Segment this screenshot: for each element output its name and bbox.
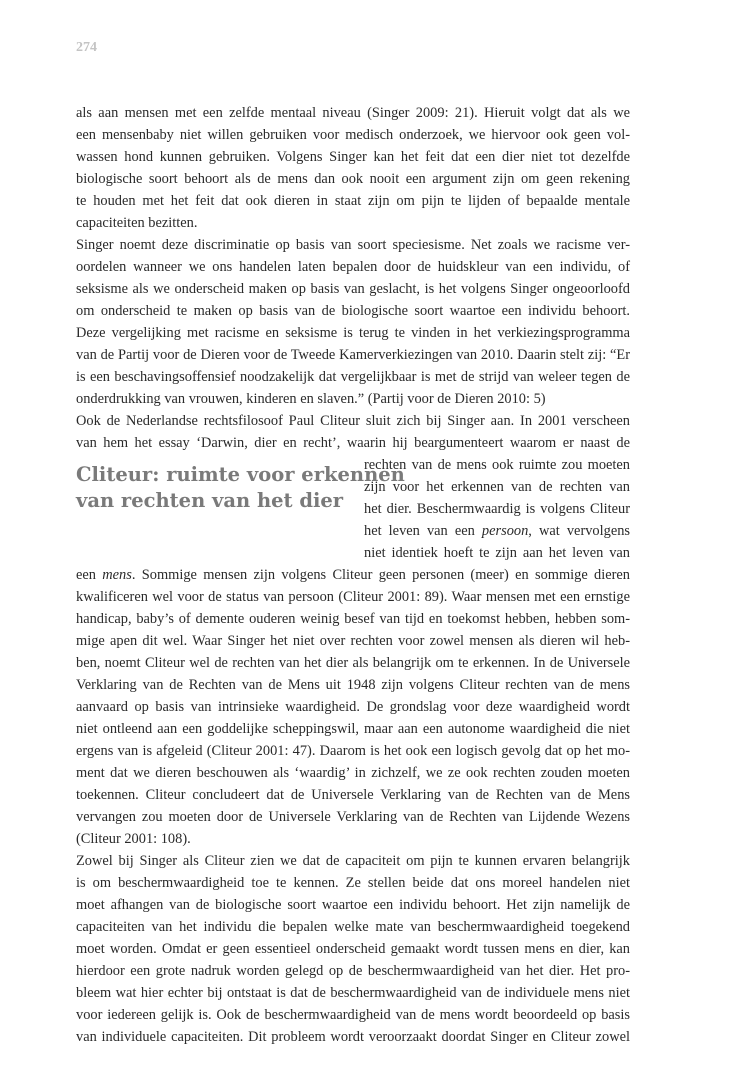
text-line: toekennen. Cliteur concludeert dat de Universele Verklaring van de Rechten van de Mens (76, 787, 630, 803)
text-line: als aan mensen met een zelfde mentaal niveau (Singer 2009: 21). Hieruit volgt dat als we (76, 105, 630, 121)
text-run: . Sommige mensen zijn volgens Cliteur geen personen (meer) en sommige dieren (131, 567, 630, 583)
text-line: van individuele capaciteiten. Dit probleem wordt veroorzaakt doordat Singer en Cliteur zowel (76, 1029, 630, 1045)
section-heading-line: van rechten van het dier (76, 489, 344, 512)
text-line: capaciteiten van het individu die bepalen welke mate van beschermwaardigheid toegekend (76, 919, 630, 935)
text-run: het leven van een (364, 523, 482, 539)
text-line: seksisme als we onderscheid maken op basis van geslacht, is het volgens Singer ongeoorloofd (76, 281, 630, 297)
text-line: biologische soort behoort als de mens dan ook nooit een argument zijn om geen rekening (76, 171, 630, 187)
emphasis-mens: mens (102, 567, 132, 583)
text-line: ben, noemt Cliteur wel de rechten van het dier als belangrijk om te erkennen. In de Universele (76, 655, 630, 671)
text-line: van de Partij voor de Dieren voor de Tweede Kamerverkiezingen van 2010. Daarin stelt zij: “Er (76, 347, 630, 363)
text-line: hierdoor een grote nadruk worden gelegd op de beschermwaardigheid van het dier. Het pro- (76, 963, 630, 979)
text-line: rechten van de mens ook ruimte zou moeten (364, 457, 630, 473)
text-line: het dier. Beschermwaardig is volgens Cliteur (364, 501, 630, 517)
text-run: , wat vervolgens (528, 523, 630, 539)
text-line: moet worden. Omdat er geen essentieel onderscheid gemaakt wordt tussen mens en dier, kan (76, 941, 630, 957)
page-number: 274 (76, 40, 97, 55)
text-line: bleem wat hier echter bij ontstaat is dat de beschermwaardigheid van de individuele mens niet (76, 985, 630, 1001)
section-heading (76, 462, 405, 514)
text-line: zijn voor het erkennen van de rechten van (364, 479, 630, 495)
text-line (76, 566, 630, 585)
text-line: een mensenbaby niet willen gebruiken voor medisch onderzoek, we hiervoor ook geen vol- (76, 127, 630, 143)
text-line: vervangen zou moeten door de Universele Verklaring van de Rechten van Lijdende Wezens (76, 809, 630, 825)
text-line: Zowel bij Singer als Cliteur zien we dat de capaciteit om pijn te kunnen ervaren belangrijk (76, 853, 630, 869)
text-line: handicap, baby’s of demente ouderen weinig besef van tijd en toekomst hebben, hebben som- (76, 611, 630, 627)
text-line: Deze vergelijking met racisme en seksisme is terug te vinden in het verkiezingsprogramma (76, 325, 630, 341)
text-line: voor iedereen gelijk is. Ook de beschermwaardigheid van de mens wordt beoordeeld op basis (76, 1007, 630, 1023)
text-line: van hem het essay ‘Darwin, dier en recht’, waarin hij beargumenteert waarom er naast de (76, 435, 630, 451)
text-line: mige apen dit wel. Waar Singer het niet over rechten voor zowel mensen als dieren wil heb- (76, 633, 630, 649)
text-line: is om beschermwaardigheid toe te kennen. Ze stellen beide dat ons moreel handelen niet (76, 875, 630, 891)
text-line: Ook de Nederlandse rechtsfilosoof Paul Cliteur sluit zich bij Singer aan. In 2001 verscheen (76, 413, 630, 429)
text-line: capaciteiten bezitten. (76, 215, 198, 231)
text-line: niet identiek hoeft te zijn aan het leven van (364, 545, 630, 561)
text-line (364, 522, 630, 541)
text-line: oordelen wanneer we ons handelen laten bepalen door de huidskleur van een individu, of (76, 259, 630, 275)
text-line: kwalificeren wel voor de status van persoon (Cliteur 2001: 89). Waar mensen met een ernstige (76, 589, 630, 605)
text-line: om onderscheid te maken op basis van de biologische soort waartoe een individu behoort. (76, 303, 630, 319)
text-line: (Cliteur 2001: 108). (76, 831, 191, 847)
text-line: te houden met het feit dat ook dieren in staat zijn om pijn te lijden of bepaalde mentale (76, 193, 630, 209)
text-line: ment dat we dieren beschouwen als ‘waardig’ in zichzelf, we ze ook rechten zouden moeten (76, 765, 630, 781)
text-line: moet afhangen van de biologische soort waartoe een individu behoort. Het zijn namelijk de (76, 897, 630, 913)
text-run: een (76, 567, 103, 583)
text-line: aanvaard op basis van intrinsieke waardigheid. De grondslag voor deze waardigheid wordt (76, 699, 630, 715)
text-line: Singer noemt deze discriminatie op basis van soort speciesisme. Net zoals we racisme ver- (76, 237, 630, 253)
text-line: niet ontleend aan een goddelijke scheppingswil, maar aan een autonome waardigheid die niet (76, 721, 630, 737)
emphasis-persoon: persoon (481, 523, 529, 539)
text-line: ergens van is afgeleid (Cliteur 2001: 47). Daarom is het ook een logisch gevolg dat op het mo- (76, 743, 630, 759)
text-line: is een beschavingsoffensief noodzakelijk dat vergelijkbaar is met de strijd van weleer tegen de (76, 369, 630, 385)
text-line: onderdrukking van vrouwen, kinderen en slaven.” (Partij voor de Dieren 2010: 5) (76, 391, 546, 407)
section-heading-line: Cliteur: ruimte voor erkennen (76, 463, 405, 486)
text-line: wassen hond kunnen gebruiken. Volgens Singer kan het feit dat een dier niet tot dezelfde (76, 149, 630, 165)
text-line: Verklaring van de Rechten van de Mens uit 1948 zijn volgens Cliteur rechten van de mens (76, 677, 630, 693)
